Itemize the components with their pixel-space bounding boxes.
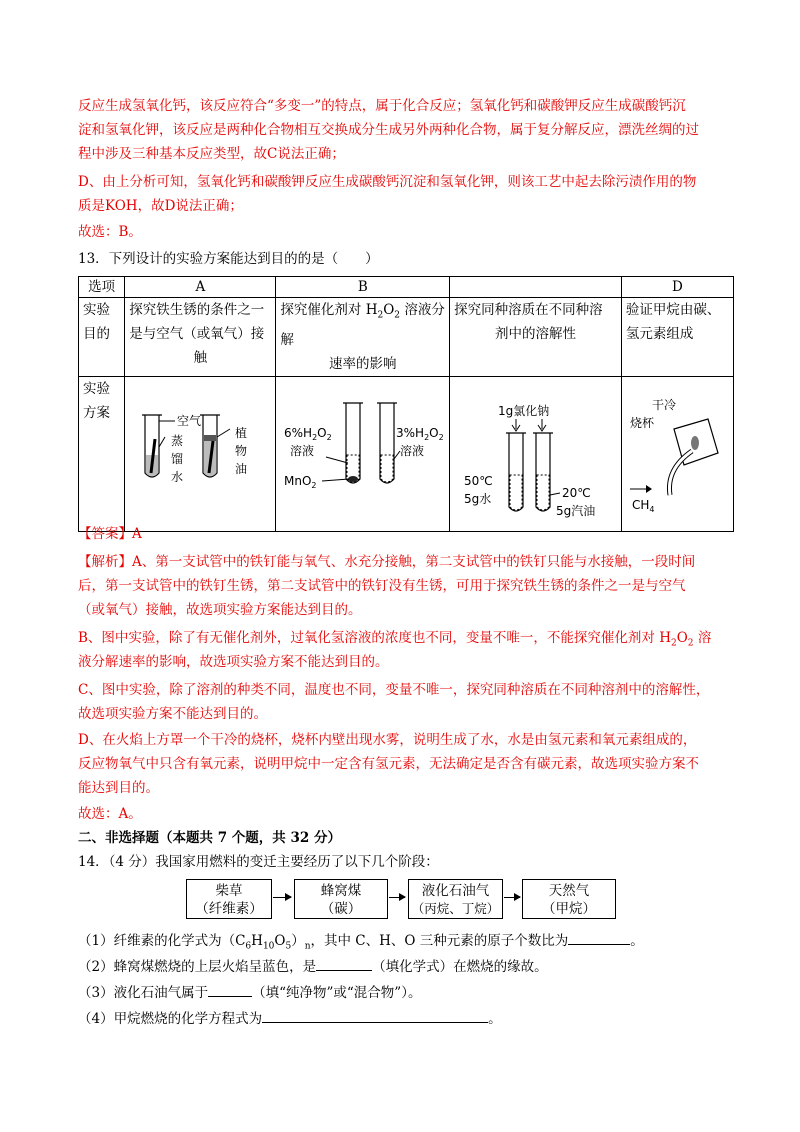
label-water-3: 水 (171, 469, 184, 484)
svg-text:3%H2O2: $3\%H_2O_2$ (396, 425, 445, 442)
q14-part-2: （2）蜂窝煤燃烧的上层火焰呈蓝色，是 （填化学式）在燃烧的缘故。 (78, 956, 548, 977)
flow-arrow-3 (504, 897, 520, 898)
q13-analysis-b2: 液分解速率的影响，故选项实验方案不能达到目的。 (78, 654, 389, 670)
q13-analysis-d1: D、在火焰上方罩一个干冷的烧杯，烧杯内壁出现水雾，说明生成了水，水是由氢元素和氧元素组成的， (78, 732, 697, 748)
label-oil-1: 植 (235, 425, 248, 440)
q13-analysis-d3: 能达到目的。 (78, 780, 159, 796)
label-20c: 20℃ (562, 485, 591, 500)
prev-solution-line-1: 反应生成氢氧化钙，该反应符合“多变一”的特点，属于化合反应；氢氧化钙和碳酸钾反应生成碳酸钙沉 (78, 98, 686, 114)
label-ch4: CH (631, 497, 650, 512)
flow-arrow-2 (389, 897, 405, 898)
header-option: 选项 (79, 277, 125, 298)
label-water-2: 馏 (171, 451, 184, 466)
header-c (450, 277, 622, 298)
prev-solution-line-5: 质是KOH，故D说法正确； (78, 198, 243, 214)
header-b: B (276, 277, 450, 298)
label-air: 空气 (177, 413, 202, 428)
label-dry-beaker-2: 烧杯 (629, 415, 654, 430)
q13-stem: 13．下列设计的实验方案能达到目的的是（ ） (78, 251, 379, 267)
q13-answer: 【答案】A (78, 526, 142, 542)
flow-arrow-1 (273, 897, 291, 898)
flow-stage-1: 柴草 （纤维素） (186, 879, 272, 919)
flow-stage-2: 蜂窝煤 （碳） (294, 879, 388, 919)
answer-blank-2[interactable] (316, 956, 372, 971)
q13-analysis-1: 【解析】A、第一支试管中的铁钉能与氧气、水充分接触，第二支试管中的铁钉只能与水接触，一段时间 (78, 554, 696, 570)
svg-text:6%H2O2: $6\%H_2O_2$ (284, 425, 333, 442)
label-dry-beaker-1: 干冷 (651, 397, 676, 412)
label-5g-gasoline: 5g汽油 (556, 503, 596, 518)
plan-label: 实验 方案 (79, 376, 125, 531)
header-a: A (125, 277, 276, 298)
prev-choice: 故选：B。 (78, 224, 142, 240)
q14-part-4: （4）甲烷燃烧的化学方程式为 。 (78, 1008, 502, 1029)
answer-blank-4[interactable] (262, 1008, 488, 1023)
flow-stage-4: 天然气 （甲烷） (522, 879, 616, 919)
label-b-left-solution: 溶液 (290, 443, 315, 458)
plan-d-figure (621, 376, 733, 531)
q13-choice: 故选：A。 (78, 806, 142, 822)
purpose-label: 实验 目的 (79, 298, 125, 377)
section-heading: 二、非选择题（本题共 7 个题，共 32 分） (78, 830, 341, 846)
answer-blank-1[interactable] (568, 930, 630, 945)
label-b-right-solution: 溶液 (400, 443, 425, 458)
header-d: D (621, 277, 733, 298)
q13-analysis-c2: 故选项实验方案不能达到目的。 (78, 706, 267, 722)
label-oil-2: 物 (235, 443, 248, 458)
label-salt: 1g氯化钠 (498, 403, 550, 418)
q13-analysis-b1: B、图中实验，除了有无催化剂外，过氧化氢溶液的浓度也不同，变量不唯一，不能探究催化剂对 $H_2O_2$ 溶 (78, 630, 712, 649)
plan-a-figure (125, 376, 276, 531)
purpose-a: 探究铁生锈的条件之一 是与空气（或氧气）接 触 (125, 298, 276, 377)
prev-solution-line-2: 淀和氢氧化钾，该反应是两种化合物相互交换成分生成另外两种化合物，属于复分解反应，漂洗丝绸的过 (78, 122, 699, 138)
label-b-left: 6%H (284, 425, 313, 440)
purpose-d: 验证甲烷由碳、 氢元素组成 (621, 298, 733, 377)
label-5g-water: 5g水 (464, 491, 492, 506)
plan-b-figure (276, 376, 450, 531)
svg-text:CH4: $CH_4$ (631, 497, 655, 514)
q13-analysis-2: 后，第一支试管中的铁钉生锈，第二支试管中的铁钉没有生锈，可用于探究铁生锈的条件之一是与空气 (78, 578, 686, 594)
label-oil-3: 油 (235, 461, 248, 476)
answer-blank-3[interactable] (208, 982, 252, 997)
label-b-right: 3%H (396, 425, 425, 440)
svg-text:MnO2: MnO$_2$ (284, 473, 317, 490)
q13-analysis-3: （或氧气）接触，故选项实验方案能达到目的。 (78, 602, 362, 618)
flow-stage-3: 液化石油气 （丙烷、丁烷） (408, 879, 503, 919)
prev-solution-line-3: 程中涉及三种基本反应类型，故C说法正确； (78, 146, 345, 162)
plan-c-figure (450, 376, 622, 531)
purpose-c: 探究同种溶质在不同种溶 剂中的溶解性 (450, 298, 622, 377)
purpose-b: 探究催化剂对 $H_2O_2$ 溶液分解 速率的影响 (276, 298, 450, 377)
experiment-table (78, 276, 734, 532)
q14-stem: 14．（4 分）我国家用燃料的变迁主要经历了以下几个阶段： (78, 854, 439, 870)
label-mno2: MnO (284, 473, 312, 488)
q14-part-3: （3）液化石油气属于 （填“纯净物”或“混合物”）。 (78, 982, 421, 1003)
label-water-1: 蒸 (171, 433, 184, 448)
q13-analysis-c1: C、图中实验，除了溶剂的种类不同，温度也不同，变量不唯一，探究同种溶质在不同种溶剂中的溶解性， (78, 682, 710, 698)
q13-analysis-d2: 反应物氧气中只含有氧元素，说明甲烷中一定含有氢元素，无法确定是否含有碳元素，故选项实验方案不 (78, 756, 699, 772)
prev-solution-line-4: D、由上分析可知，氢氧化钙和碳酸钾反应生成碳酸钙沉淀和氢氧化钾，则该工艺中起去除污渍作用的物 (78, 174, 697, 190)
q14-part-1: （1）纤维素的化学式为$(C_6H_{10}O_5)_n$，其中 C、H、O 三种元素的原子个数比为 。 (78, 930, 644, 957)
label-50c: 50℃ (464, 473, 493, 488)
